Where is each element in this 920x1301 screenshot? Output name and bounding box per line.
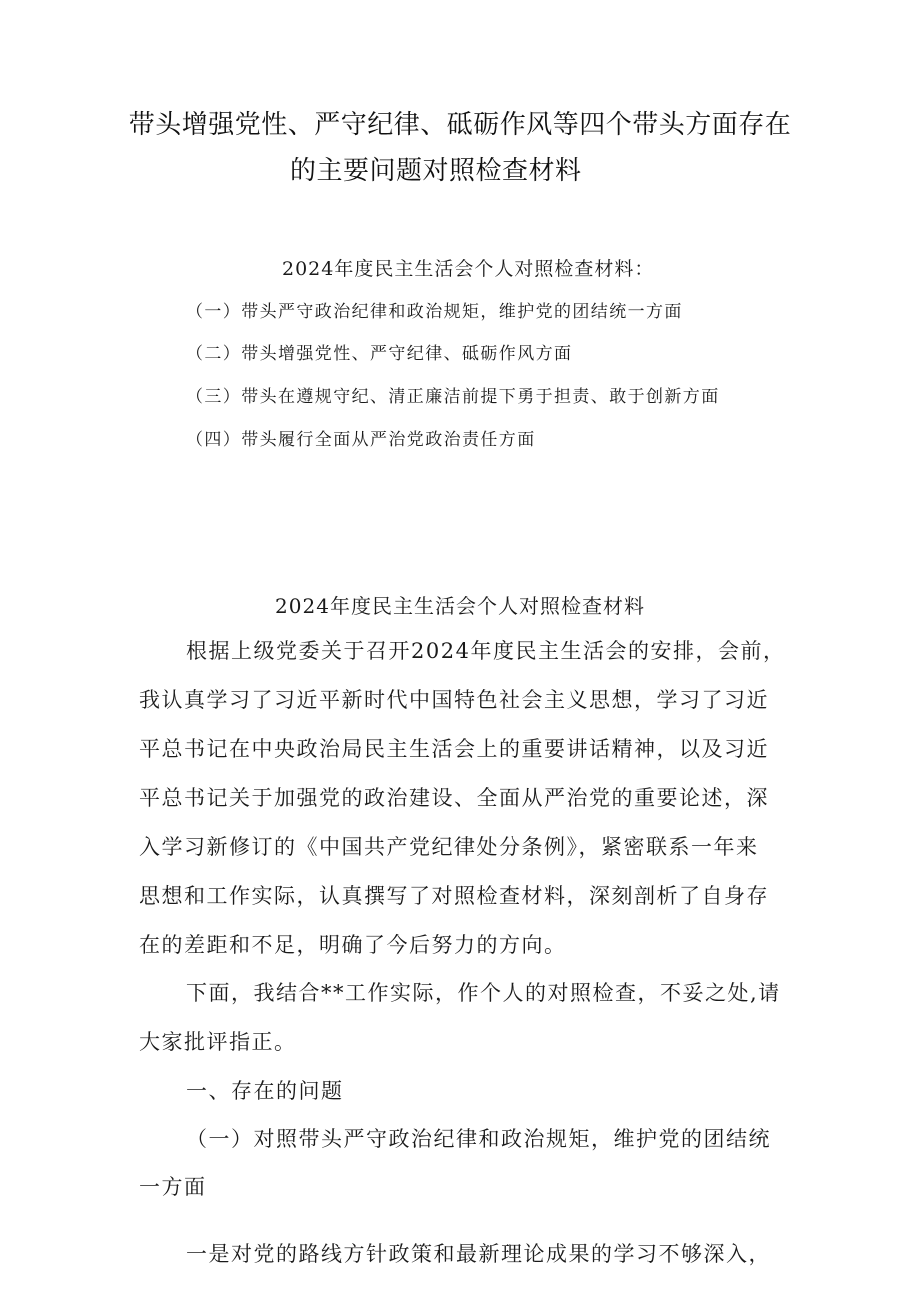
body-line-7: 在的差距和不足，明确了今后努力的方向。 bbox=[139, 933, 567, 957]
outline-item-3: （三）带头在遵规守纪、清正廉洁前提下勇于担责、敢于创新方面 bbox=[186, 387, 720, 407]
body-line-5: 入学习新修订的《中国共产党纪律处分条例》，紧密联系一年来 bbox=[139, 835, 759, 859]
body-line-point-1: 一是对党的路线方针政策和最新理论成果的学习不够深入， bbox=[186, 1242, 771, 1266]
body-title: 2024年度民主生活会个人对照检查材料 bbox=[275, 594, 645, 618]
outline-item-4: （四）带头履行全面从严治党政治责任方面 bbox=[186, 430, 536, 450]
document-title-line-1: 带头增强党性、严守纪律、砥砺作风等四个带头方面存在 bbox=[128, 110, 792, 140]
subsection-heading-1: （一）对照带头严守政治纪律和政治规矩，维护党的团结统 bbox=[186, 1127, 771, 1151]
outline-item-1: （一）带头严守政治纪律和政治规矩，维护党的团结统一方面 bbox=[186, 302, 683, 322]
body-line-6: 思想和工作实际，认真撰写了对照检查材料，深刻剖析了自身存 bbox=[139, 884, 769, 908]
body-line-4: 平总书记关于加强党的政治建设、全面从严治党的重要论述，深 bbox=[139, 786, 769, 810]
body-line-3: 平总书记在中央政治局民主生活会上的重要讲话精神，以及习近 bbox=[139, 737, 769, 761]
body-line-1: 根据上级党委关于召开2024年度民主生活会的安排，会前， bbox=[186, 639, 786, 663]
outline-item-2: （二）带头增强党性、严守纪律、砥砺作风方面 bbox=[186, 344, 573, 364]
outline-heading: 2024年度民主生活会个人对照检查材料： bbox=[282, 258, 655, 280]
body-line-9: 大家批评指正。 bbox=[139, 1030, 297, 1054]
section-heading-problems: 一、存在的问题 bbox=[186, 1079, 344, 1103]
subsection-heading-1-cont: 一方面 bbox=[139, 1175, 207, 1199]
document-title-line-2: 的主要问题对照检查材料 bbox=[290, 156, 582, 186]
body-line-2: 我认真学习了习近平新时代中国特色社会主义思想，学习了习近 bbox=[139, 688, 769, 712]
body-line-8: 下面，我结合**工作实际，作个人的对照检查，不妥之处,请 bbox=[186, 981, 781, 1005]
